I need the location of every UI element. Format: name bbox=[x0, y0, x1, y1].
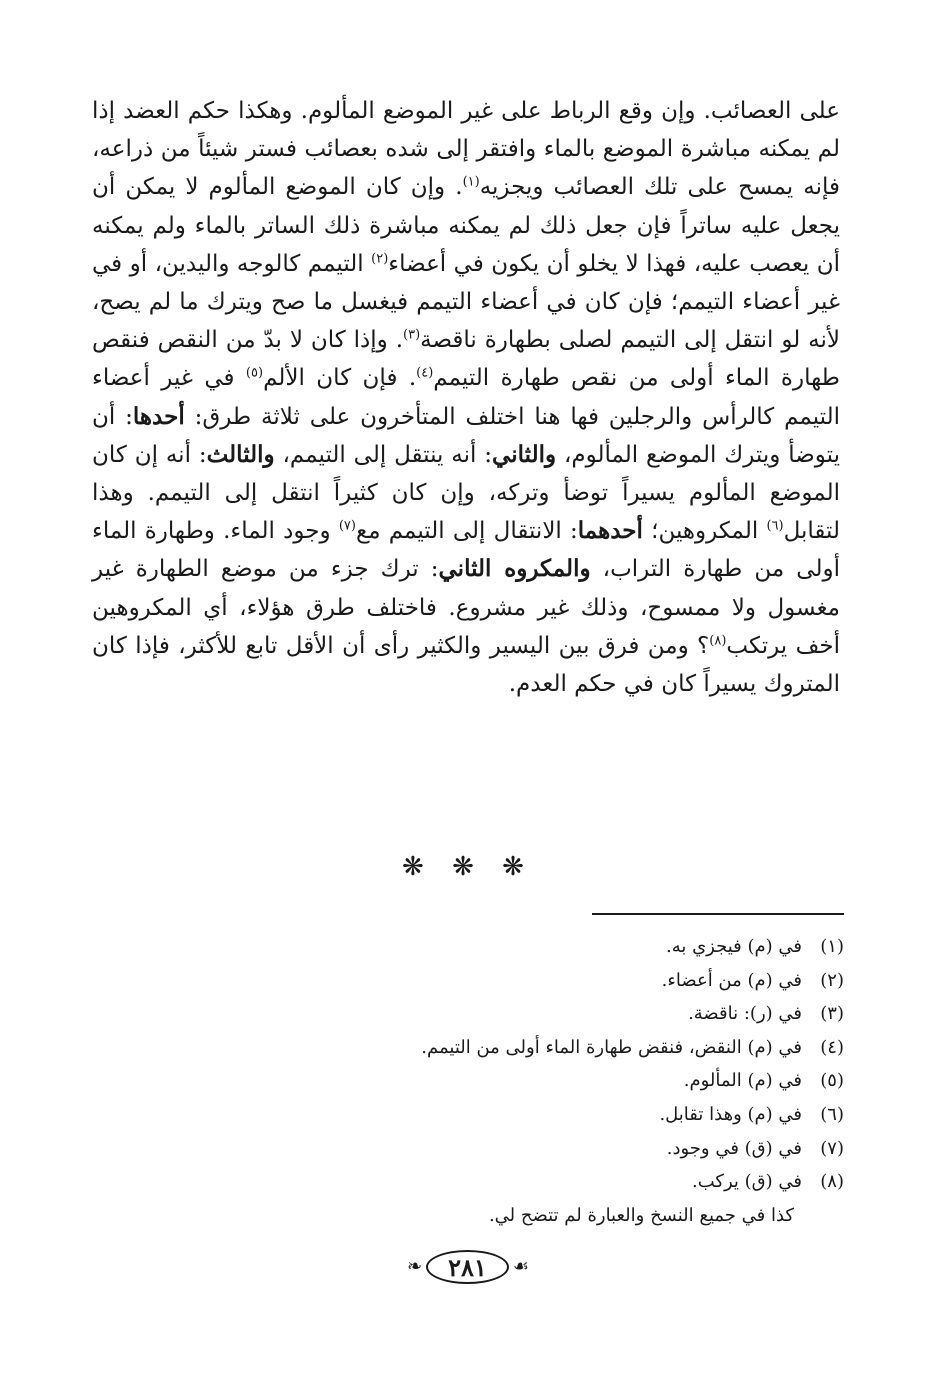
text-run: المكروهين؛ bbox=[642, 518, 767, 545]
page-number-frame bbox=[407, 1250, 529, 1284]
footnote-ref: (٣) bbox=[403, 327, 421, 343]
bold-term: أحدها bbox=[132, 402, 185, 430]
text-run: على العصائب. وإن وقع الرباط على غير الموضع المألوم. وهكذا حكم العضد إذا لم يمكنه مباشرة الموضع بالماء وافتقر إلى شده بعصائب فستر شيئاً من ذراعه، فإنه يمسح على تلك العصائب ويجزيه bbox=[92, 98, 840, 201]
bold-term: والمكروه الثاني bbox=[438, 555, 591, 583]
footnote-ref: (٧) bbox=[338, 518, 356, 534]
text-run: . وإذا كان لا بدّ من النقص فنقص طهارة الماء أولى من نقص طهارة التيمم bbox=[92, 327, 840, 392]
footnote-ref: (٤) bbox=[416, 365, 434, 381]
footnote-number: (٢) bbox=[820, 969, 844, 991]
footnotes-list bbox=[194, 930, 844, 1232]
text-run: : أن يتوضأ ويترك الموضع المألوم، bbox=[92, 403, 840, 468]
footnote-number: (٦) bbox=[820, 1103, 844, 1125]
footnote-item bbox=[194, 997, 844, 1031]
text-run: . فإن كان الألم bbox=[263, 365, 417, 392]
footnote-ref: (٨) bbox=[709, 633, 727, 649]
footnote-item bbox=[194, 964, 844, 998]
footnote-note: كذا في جميع النسخ والعبارة لم تتضح لي. bbox=[488, 1204, 794, 1226]
ornament-right-icon: ☙ bbox=[512, 1256, 529, 1277]
text-run: : الانتقال إلى التيمم مع bbox=[355, 518, 578, 545]
text-run: في غير أعضاء التيمم كالرأس والرجلين فها هنا اختلف المتأخرون على ثلاثة طرق: bbox=[92, 365, 841, 430]
text-run: وجود الماء. وطهارة الماء أولى من طهارة التراب، bbox=[92, 518, 840, 583]
footnote-text: في (ق) في وجود. bbox=[666, 1137, 802, 1159]
footnote-ref: (١) bbox=[462, 174, 480, 190]
bold-term: والثاني bbox=[492, 440, 557, 468]
footnote-item bbox=[194, 1031, 844, 1065]
footnote-text: في (م) فيجزي به. bbox=[665, 936, 802, 957]
footnote-item bbox=[194, 1098, 844, 1132]
footnote-number: (٧) bbox=[820, 1137, 844, 1159]
section-separator: ❋ ❋ ❋ bbox=[402, 852, 534, 882]
text-run: : أنه ينتقل إلى التيمم، bbox=[274, 441, 493, 468]
text-run: : ترك جزء من موضع الطهارة غير مغسول ولا ممسوح، وذلك غير مشروع. فاختلف طرق هؤلاء، أي المكروهين أخف يرتكب bbox=[92, 556, 840, 659]
text-run: : أنه إن كان الموضع المألوم يسيراً توضأ وتركه، وإن كان كثيراً انتقل إلى التيمم. وهذا لتقابل bbox=[92, 441, 840, 545]
text-run: التيمم كالوجه واليدين، أو في غير أعضاء التيمم؛ فإن كان في أعضاء التيمم فيغسل ما صح ويترك ما لم يصح، لأنه لو انتقل إلى التيمم لصلى بطهارة ناقصة bbox=[92, 250, 840, 354]
footnote-text: في (م) من أعضاء. bbox=[661, 969, 802, 991]
footnote-text: في (م) وهذا تقابل. bbox=[659, 1103, 802, 1125]
footnote-item bbox=[194, 1165, 844, 1199]
ornament-left-icon: ❧ bbox=[407, 1256, 423, 1277]
footnote-item bbox=[194, 1064, 844, 1098]
footnote-ref: (٢) bbox=[371, 251, 389, 267]
text-run: ؟ ومن فرق بين اليسير والكثير رأى أن الأقل تابع للأكثر، فإذا كان المتروك يسيراً كان في حكم العدم. bbox=[92, 632, 840, 698]
footnote-rule bbox=[592, 913, 844, 915]
footnote-text: في (م) المألوم. bbox=[683, 1070, 802, 1092]
page-number-block bbox=[0, 1247, 936, 1287]
footnote-text: في (ر): ناقضة. bbox=[688, 1003, 802, 1025]
footnote-ref: (٦) bbox=[766, 518, 784, 534]
footnote-item bbox=[194, 930, 844, 964]
footnote-number: (٨) bbox=[820, 1171, 844, 1193]
bold-term: والثالث bbox=[206, 440, 275, 468]
footnote-number: (٤) bbox=[820, 1036, 844, 1058]
footnote-text: في (م) النقض، فنقض طهارة الماء أولى من التيمم. bbox=[421, 1036, 802, 1058]
footnote-number: (١) bbox=[820, 936, 844, 957]
footnote-number: (٣) bbox=[820, 1003, 844, 1025]
footnote-item bbox=[194, 1132, 844, 1166]
footnote-text: في (ق) يركب. bbox=[692, 1171, 802, 1193]
text-run: . وإن كان الموضع المألوم لا يمكن أن يجعل عليه ساتراً فإن جعل ذلك لم يمكنه مباشرة ذلك الساتر بالماء ولم يمكنه أن يعصب عليه، فهذا لا يخلو أن يكون في أعضاء bbox=[92, 174, 840, 277]
body-text bbox=[92, 92, 840, 703]
page-number: ٢٨١ bbox=[426, 1250, 509, 1284]
footnote-ref: (٥) bbox=[245, 365, 264, 381]
footnote-number: (٥) bbox=[820, 1070, 844, 1092]
bold-term: أحدهما bbox=[577, 517, 643, 545]
